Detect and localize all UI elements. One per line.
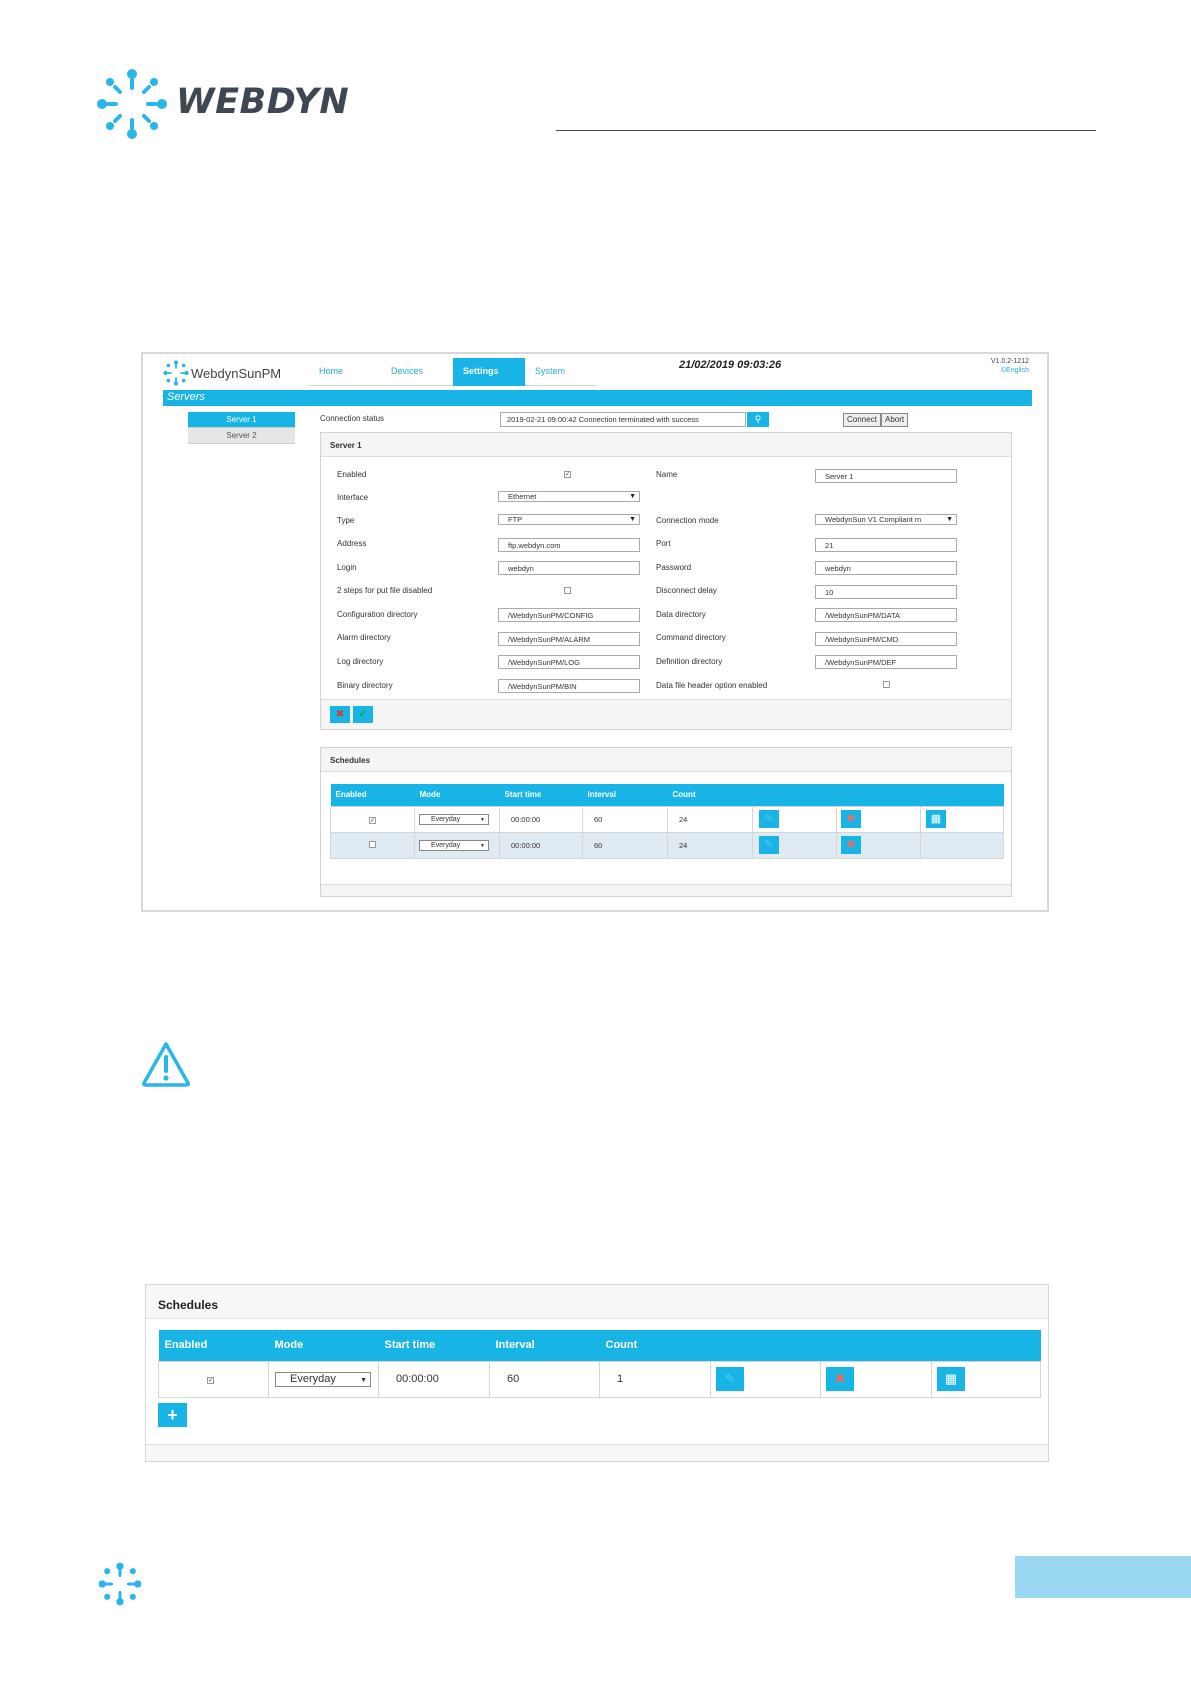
interface-label: Interface [337,493,369,502]
connection-status-label: Connection status [320,414,385,423]
count-cell: 24 [668,806,753,832]
main-nav [309,358,597,386]
cancel-button[interactable] [330,706,350,723]
count-cell: 1 [600,1361,711,1397]
address-label: Address [337,539,367,548]
cross-icon: ✖ [846,839,856,851]
interval-cell: 60 [583,832,668,858]
port-field[interactable]: 21 [815,538,957,552]
two-steps-checkbox[interactable] [564,587,571,594]
col-enabled: Enabled [331,784,415,806]
password-label: Password [656,563,692,572]
col-count: Count [668,784,753,806]
pencil-icon: ✎ [764,813,774,825]
alarm-dir-field[interactable]: /WebdynSunPM/ALARM [498,632,640,646]
col-interval: Interval [490,1330,600,1361]
data-header-label: Data file header option enabled [656,681,768,690]
version-label: V1.0.2-1212 [990,358,1029,365]
start-time-cell: 00:00:00 [500,806,583,832]
trash-icon: ▦ [944,1371,958,1386]
interval-cell: 60 [583,806,668,832]
schedules-header-row [331,784,1004,806]
col-start-time: Start time [379,1330,490,1361]
delete-button[interactable] [926,810,946,828]
schedules-header-row [159,1330,1041,1361]
definition-dir-label: Definition directory [656,657,723,666]
footer-logo-icon [98,1562,142,1606]
tab-settings[interactable]: Settings [453,358,525,386]
data-dir-field[interactable]: /WebdynSunPM/DATA [815,608,957,622]
name-field[interactable]: Server 1 [815,469,957,483]
connection-mode-label: Connection mode [656,516,719,525]
config-dir-label: Configuration directory [337,610,418,619]
interval-cell: 60 [490,1361,600,1397]
config-dir-field[interactable]: /WebdynSunPM/CONFIG [498,608,640,622]
schedules-title: Schedules [321,748,1011,772]
app-name: WebdynSunPM [191,366,282,381]
log-dir-label: Log directory [337,657,384,666]
delete-button[interactable] [937,1367,965,1391]
table-row [331,832,1004,858]
password-field[interactable]: webdyn [815,561,957,575]
connection-status-field: 2019-02-21 09:00:42 Connection terminated with success [500,412,746,427]
servers-settings-screenshot [141,352,1049,912]
schedules-panel [320,747,1012,897]
tab-home[interactable]: Home [319,366,344,376]
edit-button[interactable] [759,810,779,828]
cancel-row-button[interactable] [841,836,861,854]
col-count: Count [600,1330,711,1361]
interface-select[interactable]: Ethernet ▼ [498,491,640,502]
col-interval: Interval [583,784,668,806]
enabled-checkbox[interactable]: ✓ [565,472,571,478]
data-header-checkbox[interactable] [883,681,890,688]
search-button[interactable] [747,412,769,427]
row-enabled-checkbox[interactable] [369,841,376,848]
col-mode: Mode [269,1330,379,1361]
type-select[interactable]: FTP ▼ [498,514,640,525]
warning-icon [140,1040,192,1088]
server-list [188,412,295,444]
log-dir-field[interactable]: /WebdynSunPM/LOG [498,655,640,669]
cross-icon: ✖ [335,709,345,720]
schedules-panel-footer [321,884,1011,896]
edit-button[interactable] [716,1367,744,1391]
webdyn-logo-icon [96,68,168,140]
cross-icon: ✖ [834,1371,846,1386]
schedules-title: Schedules [146,1285,1048,1319]
col-start-time: Start time [500,784,583,806]
connect-button[interactable]: Connect [843,413,881,427]
server-item-2[interactable]: Server 2 [188,428,295,444]
connection-mode-select[interactable]: WebdynSun V1 Compliant m ▼ [815,514,957,525]
col-enabled: Enabled [159,1330,269,1361]
col-mode: Mode [415,784,500,806]
enabled-label: Enabled [337,470,367,479]
disconnect-delay-field[interactable]: 10 [815,585,957,599]
cancel-row-button[interactable] [826,1367,854,1391]
search-icon: ⚲ [754,414,762,424]
plus-icon: + [167,1405,178,1425]
table-row [331,806,1004,832]
cancel-row-button[interactable] [841,810,861,828]
binary-dir-label: Binary directory [337,681,393,690]
data-dir-label: Data directory [656,610,706,619]
server-panel [320,432,1012,730]
section-title: Servers [163,390,1032,406]
schedules-table [158,1330,1041,1398]
binary-dir-field[interactable]: /WebdynSunPM/BIN [498,679,640,693]
check-icon: ✔ [358,709,368,720]
tab-system[interactable]: System [535,366,566,376]
address-field[interactable]: ftp.webdyn.com [498,538,640,552]
two-steps-label: 2 steps for put file disabled [337,586,433,595]
pencil-icon: ✎ [724,1371,736,1386]
start-time-cell: 00:00:00 [379,1361,490,1397]
save-button[interactable] [353,706,373,723]
cross-icon: ✖ [846,813,856,825]
schedules-screenshot [145,1284,1049,1462]
definition-dir-field[interactable]: /WebdynSunPM/DEF [815,655,957,669]
server-item-1[interactable]: Server 1 [188,412,295,428]
type-label: Type [337,516,355,525]
count-cell: 24 [668,832,753,858]
disconnect-delay-label: Disconnect delay [656,586,717,595]
header-divider [556,130,1096,131]
trash-icon: ▦ [930,813,942,825]
app-logo-icon [163,360,189,386]
mode-select[interactable]: Everyday ▼ [275,1372,371,1387]
server-panel-title: Server 1 [321,433,1011,457]
add-schedule-button[interactable] [158,1403,187,1427]
start-time-cell: 00:00:00 [500,832,583,858]
row-enabled-checkbox[interactable]: ✓ [370,817,376,824]
command-dir-label: Command directory [656,633,726,642]
mode-select[interactable]: Everyday ▼ [419,840,489,851]
port-label: Port [656,539,671,548]
login-field[interactable]: webdyn [498,561,640,575]
row-enabled-checkbox[interactable]: ✓ [208,1378,214,1384]
tab-devices[interactable]: Devices [391,366,424,376]
brand-name: WEBDYN [176,82,350,122]
command-dir-field[interactable]: /WebdynSunPM/CMD [815,632,957,646]
server-panel-footer [321,699,1011,729]
edit-button[interactable] [759,836,779,854]
name-label: Name [656,470,678,479]
login-label: Login [337,563,357,572]
table-row [159,1361,1041,1397]
alarm-dir-label: Alarm directory [337,633,391,642]
version-info [991,357,1029,375]
schedules-table [330,784,1004,859]
pencil-icon: ✎ [764,839,774,851]
page-number-tab [1015,1556,1191,1598]
mode-select[interactable]: Everyday ▼ [419,814,489,825]
datetime: 21/02/2019 09:03:26 [679,359,782,371]
schedules-panel-footer [146,1444,1048,1461]
language-link[interactable]: ©English [1000,367,1029,374]
abort-button[interactable]: Abort [881,413,908,427]
